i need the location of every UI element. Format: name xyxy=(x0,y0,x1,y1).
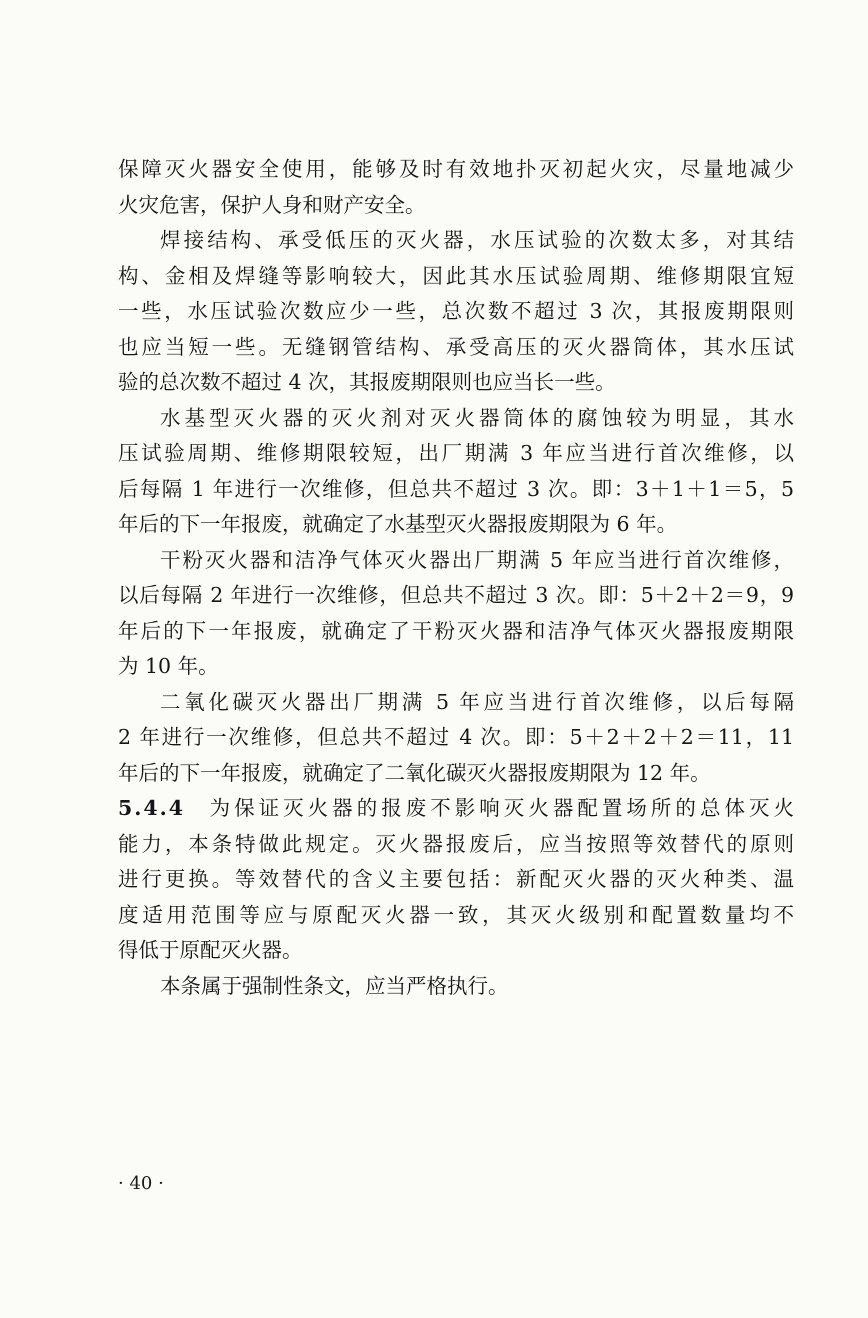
text-line: 年后的下一年报废，就确定了水基型灭火器报废期限为 6 年。 xyxy=(118,512,678,536)
clause-number: 5.4.4 xyxy=(118,796,186,820)
text-line: 火灾危害，保护人身和财产安全。 xyxy=(118,192,426,217)
text-line: 一些，水压试验次数应少一些，总次数不超过 3 次，其报废期限则 xyxy=(118,299,794,323)
paragraph xyxy=(118,152,794,223)
paragraph xyxy=(118,223,794,401)
text-line xyxy=(118,791,794,827)
text-line: 构、金相及焊缝等影响较大，因此其水压试验周期、维修期限宜短 xyxy=(118,263,794,288)
text-line: 也应当短一些。无缝钢管结构、承受高压的灭火器筒体，其水压试 xyxy=(118,334,794,359)
text-line: 压试验周期、维修期限较短，出厂期满 3 年应当进行首次维修，以 xyxy=(118,441,794,465)
paragraph xyxy=(118,401,794,543)
text-line: 二氧化碳灭火器出厂期满 5 年应当进行首次维修，以后每隔 xyxy=(160,689,794,714)
text-line: 能力，本条特做此规定。灭火器报废后，应当按照等效替代的原则 xyxy=(118,831,794,856)
text-line: 2 年进行一次维修，但总共不超过 4 次。即：5＋2＋2＋2＝11，11 xyxy=(118,725,794,749)
text-line: 为 10 年。 xyxy=(118,654,219,678)
text-line: 进行更换。等效替代的含义主要包括：新配灭火器的灭火种类、温 xyxy=(118,867,794,891)
paragraph xyxy=(118,543,794,685)
text-line: 后每隔 1 年进行一次维修，但总共不超过 3 次。即：3＋1＋1＝5，5 xyxy=(118,476,794,501)
text-line: 验的总次数不超过 4 次，其报废期限则也应当长一些。 xyxy=(118,370,616,394)
text-line: 水基型灭火器的灭火剂对灭火器筒体的腐蚀较为明显，其水 xyxy=(160,405,794,430)
text-line: 得低于原配灭火器。 xyxy=(118,938,303,962)
page-number: · 40 · xyxy=(118,1173,164,1194)
text-line: 保障灭火器安全使用，能够及时有效地扑灭初起火灾，尽量地减少 xyxy=(118,157,794,181)
text-line: 本条属于强制性条文，应当严格执行。 xyxy=(160,973,509,998)
clause-text: 为保证灭火器的报废不影响灭火器配置场所的总体灭火 xyxy=(205,796,794,820)
text-line: 焊接结构、承受低压的灭火器，水压试验的次数太多，对其结 xyxy=(160,228,794,252)
text-line: 年后的下一年报废，就确定了二氧化碳灭火器报废期限为 12 年。 xyxy=(118,760,711,785)
paragraph xyxy=(118,969,794,1005)
paragraph xyxy=(118,685,794,792)
text-line: 干粉灭火器和洁净气体灭火器出厂期满 5 年应当进行首次维修， xyxy=(160,547,794,572)
text-line: 年后的下一年报废，就确定了干粉灭火器和洁净气体灭火器报废期限 xyxy=(118,618,794,643)
clause-paragraph xyxy=(118,791,794,969)
text-line: 以后每隔 2 年进行一次维修，但总共不超过 3 次。即：5＋2＋2＝9，9 xyxy=(118,583,794,607)
text-line: 度适用范围等应与原配灭火器一致，其灭火级别和配置数量均不 xyxy=(118,902,794,927)
document-body xyxy=(118,152,794,1004)
